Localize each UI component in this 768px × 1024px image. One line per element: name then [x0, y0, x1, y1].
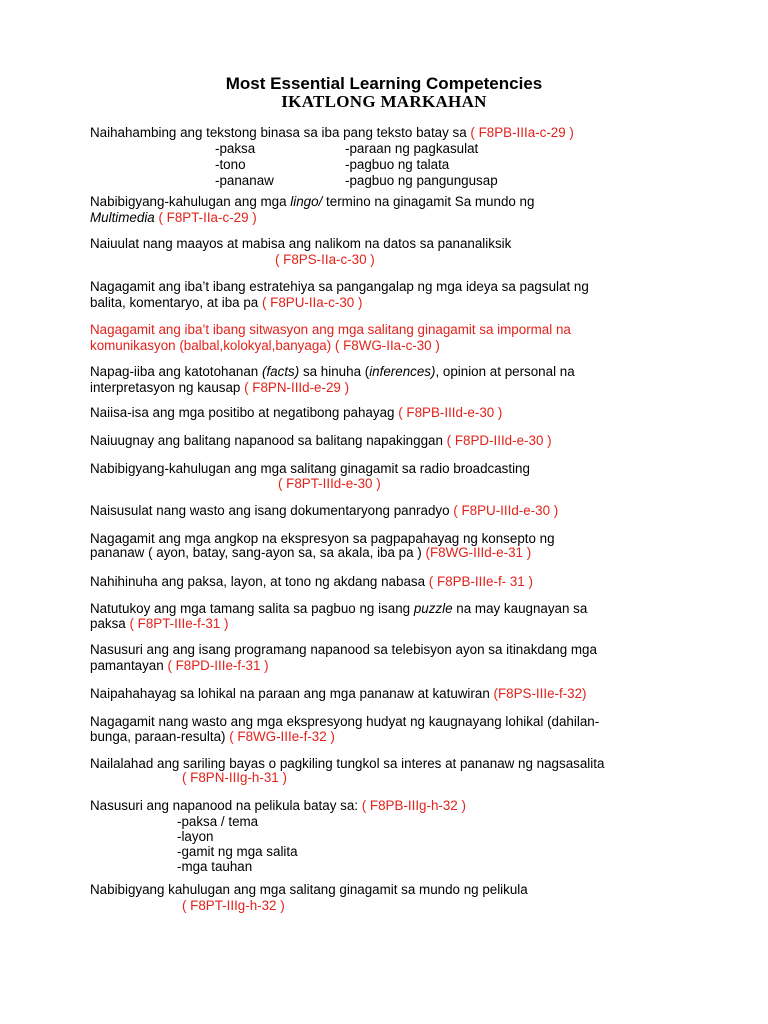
competency-code: ( F8PT-IIId-e-30 ): [278, 476, 381, 491]
competency-16: Nagagamit nang wasto ang mga ekspresyong hudyat ng kaugnayang lohikal (dahilan-: [90, 714, 600, 729]
competency-5-cont: komunikasyon (balbal,kolokyal,banyaga) ( F8WG-IIa-c-30 ): [90, 338, 440, 353]
sublist-item: -pananaw: [215, 173, 274, 188]
sublist-item: -layon: [177, 829, 214, 844]
sublist-item: -gamit ng mga salita: [177, 844, 298, 859]
competency-code: ( F8PD-IIIe-f-31 ): [167, 658, 269, 673]
competency-13-cont: paksa ( F8PT-IIIe-f-31 ): [90, 616, 229, 631]
competency-10: Naisusulat nang wasto ang isang dokumentaryong panradyo ( F8PU-IIId-e-30 ): [90, 503, 559, 518]
competency-code: (F8WG-IIId-e-31 ): [425, 545, 532, 560]
competency-17-code: [182, 770, 287, 786]
competency-3: Naiuulat nang maayos at mabisa ang nalikom na datos sa pananaliksik: [90, 236, 512, 251]
competency-11: Nagagamit ang mga angkop na ekspresyon sa pagpapahayag ng konsepto ng: [90, 531, 555, 546]
competency-code: ( F8PD-IIId-e-30 ): [446, 433, 552, 448]
competency-2: Nabibigyang-kahulugan ang mga lingo/ termino na ginagamit Sa mundo ng: [90, 194, 535, 209]
competency-code: ( F8PN-IIIg-h-31 ): [182, 770, 287, 785]
competency-code: ( F8PT-IIIe-f-31 ): [129, 616, 229, 631]
competency-code: ( F8PB-IIIa-c-29 ): [470, 125, 574, 140]
competency-19: Nabibigyang kahulugan ang mga salitang ginagamit sa mundo ng pelikula: [90, 882, 528, 897]
sublist-item: -pagbuo ng talata: [345, 157, 450, 172]
competency-4: Nagagamit ang iba’t ibang estratehiya sa pangangalap ng mga ideya sa pagsulat ng: [90, 279, 589, 294]
competency-code: ( F8PS-IIa-c-30 ): [275, 252, 375, 267]
competency-code: ( F8WG-IIIe-f-32 ): [229, 729, 335, 744]
sublist-item: -mga tauhan: [177, 859, 253, 874]
competency-code: ( F8PU-IIa-c-30 ): [261, 295, 363, 310]
competency-14-cont: pamantayan ( F8PD-IIIe-f-31 ): [90, 658, 269, 673]
competency-11-cont: pananaw ( ayon, batay, sang-ayon sa, sa akala, iba pa ) (F8WG-IIId-e-31 ): [90, 545, 532, 560]
document-title: Most Essential Learning Competencies: [225, 74, 543, 93]
competency-code: (F8PS-IIIe-f-32): [493, 686, 587, 701]
competency-3-code: [275, 252, 375, 268]
competency-15: Naipahahayag sa lohikal na paraan ang mga pananaw at katuwiran (F8PS-IIIe-f-32): [90, 686, 587, 701]
competency-code: ( F8PB-IIIe-f- 31 ): [428, 574, 533, 589]
competency-12: Nahihinuha ang paksa, layon, at tono ng akdang nabasa ( F8PB-IIIe-f- 31 ): [90, 574, 533, 589]
competency-19-code: [182, 898, 285, 914]
competency-code: ( F8PU-IIId-e-30 ): [453, 503, 559, 518]
sublist-item: -pagbuo ng pangungusap: [345, 173, 498, 188]
competency-5: Nagagamit ang iba’t ibang sitwasyon ang mga salitang ginagamit sa impormal na: [90, 322, 571, 337]
competency-code: ( F8PT-IIIg-h-32 ): [182, 898, 285, 913]
sublist-item: -paksa / tema: [177, 814, 259, 829]
sublist-item: -tono: [215, 157, 246, 172]
competency-code: ( F8PB-IIIg-h-32 ): [361, 798, 466, 813]
competency-4-cont: balita, komentaryo, at iba pa ( F8PU-IIa-c-30 ): [90, 295, 363, 310]
competency-6-cont: interpretasyon ng kausap ( F8PN-IIId-e-29 ): [90, 380, 350, 395]
sublist-item: -paksa: [215, 141, 256, 156]
document-subtitle: IKATLONG MARKAHAN: [281, 92, 487, 111]
competency-8: Naiuugnay ang balitang napanood sa balitang napakinggan ( F8PD-IIId-e-30 ): [90, 433, 552, 448]
competency-2-cont: Multimedia ( F8PT-IIa-c-29 ): [90, 210, 257, 225]
competency-code: ( F8PB-IIId-e-30 ): [398, 405, 503, 420]
competency-16-cont: bunga, paraan-resulta) ( F8WG-IIIe-f-32 ): [90, 729, 335, 744]
competency-code: ( F8PN-IIId-e-29 ): [244, 380, 350, 395]
sublist-item: -paraan ng pagkasulat: [345, 141, 479, 156]
competency-9: Nabibigyang-kahulugan ang mga salitang ginagamit sa radio broadcasting: [90, 461, 530, 476]
competency-1: Naihahambing ang tekstong binasa sa iba pang teksto batay sa ( F8PB-IIIa-c-29 ): [90, 125, 574, 140]
competency-6: Napag-iiba ang katotohanan (facts) sa hinuha (inferences), opinion at personal na: [90, 364, 575, 379]
competency-7: Naiisa-isa ang mga positibo at negatibong pahayag ( F8PB-IIId-e-30 ): [90, 405, 503, 420]
competency-14: Nasusuri ang ang isang programang napanood sa telebisyon ayon sa itinakdang mga: [90, 642, 597, 657]
competency-code: ( F8PT-IIa-c-29 ): [158, 210, 257, 225]
competency-13: Natutukoy ang mga tamang salita sa pagbuo ng isang puzzle na may kaugnayan sa: [90, 601, 588, 616]
competency-18: Nasusuri ang napanood na pelikula batay sa: ( F8PB-IIIg-h-32 ): [90, 798, 466, 813]
competency-9-code: [278, 476, 381, 492]
competency-17: Nailalahad ang sariling bayas o pagkiling tungkol sa interes at pananaw ng nagsasalita: [90, 756, 605, 771]
competency-code: ( F8WG-IIa-c-30 ): [334, 338, 440, 353]
